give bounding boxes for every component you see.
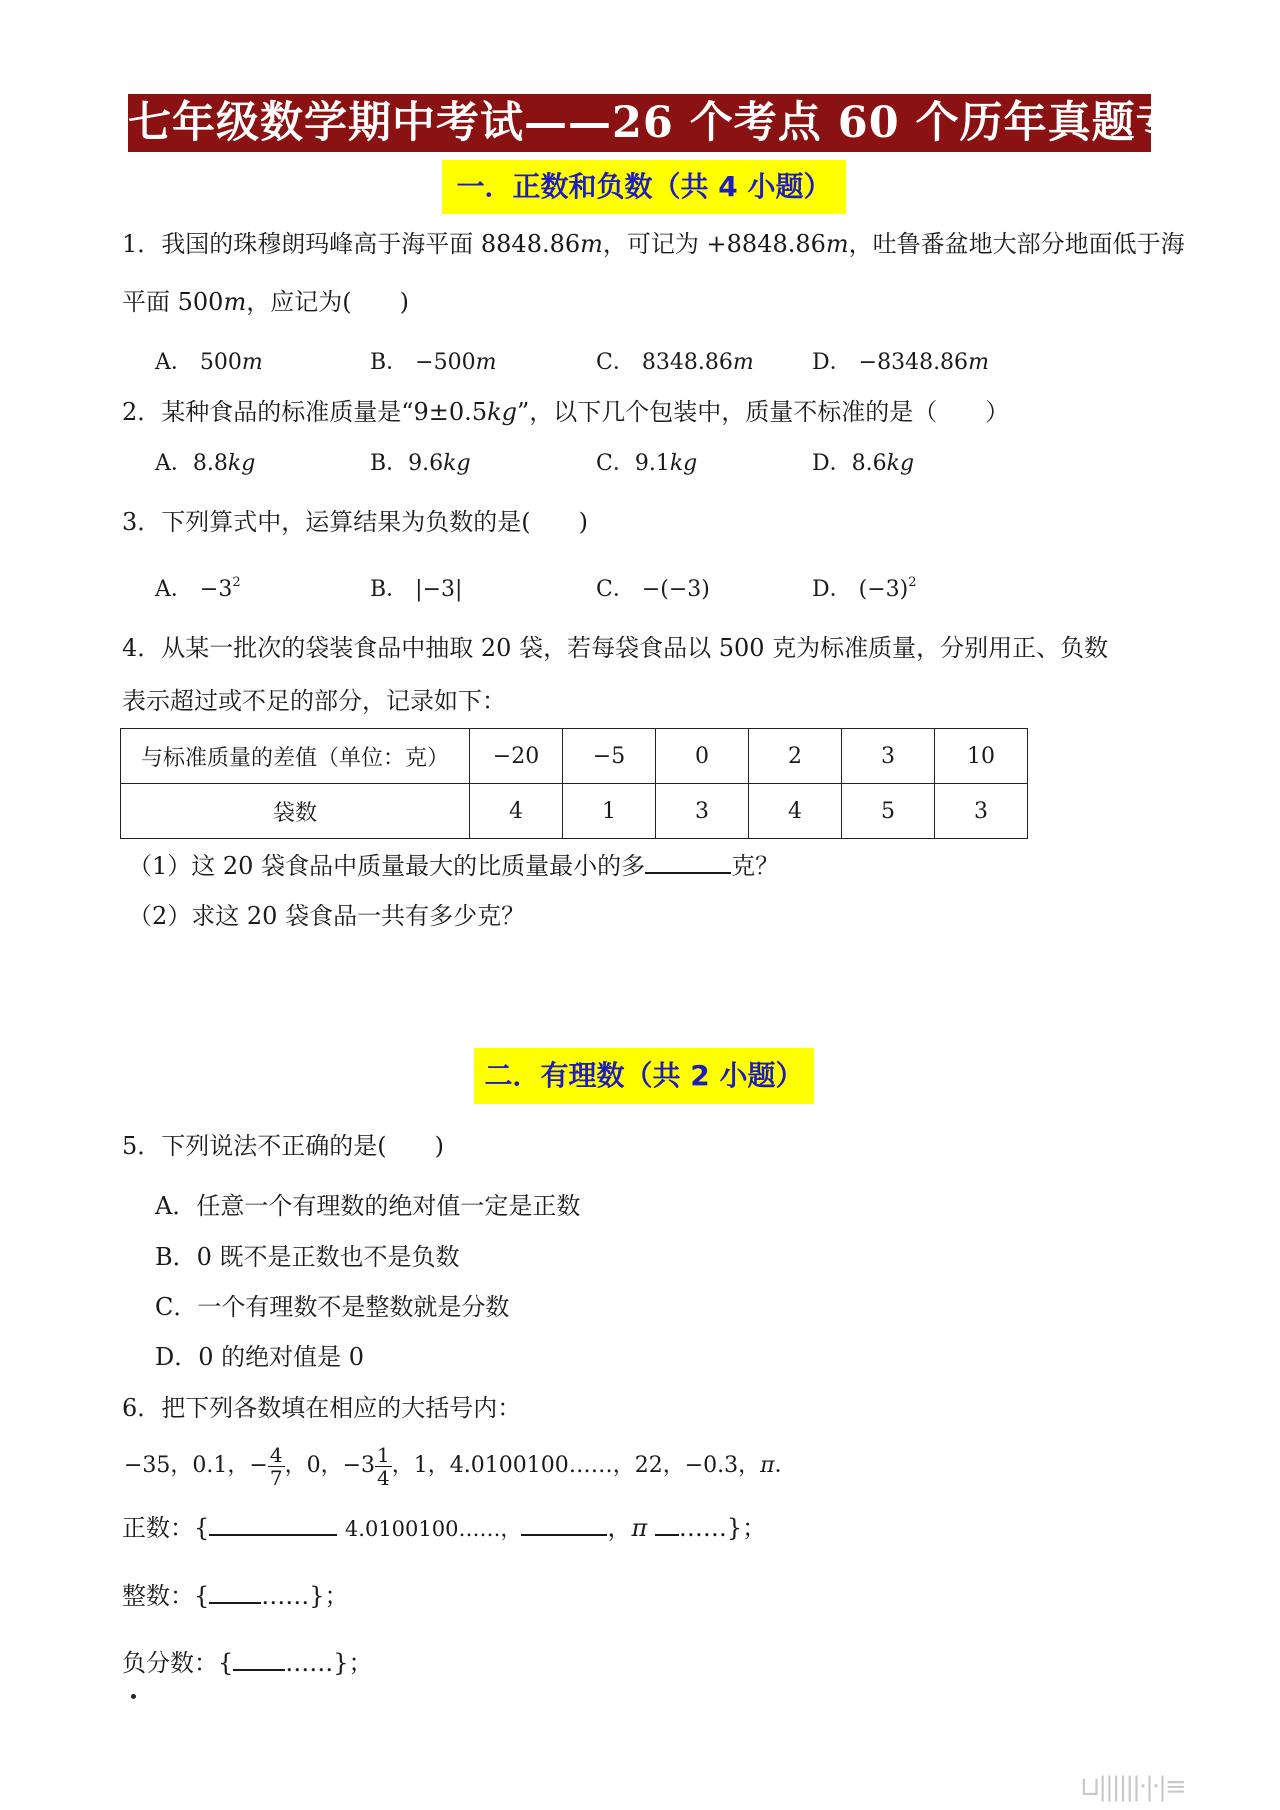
table-cell: 5	[842, 784, 935, 839]
q5-option-b[interactable]: B．0 既不是正数也不是负数	[155, 1243, 460, 1271]
answer-blank[interactable]	[209, 1512, 337, 1536]
q6-positive-set: 正数：{ 4.0100100……， ，π ……}；	[122, 1514, 767, 1542]
table-cell: 4	[470, 784, 563, 839]
answer-blank[interactable]	[645, 850, 731, 874]
table-cell: 10	[935, 729, 1028, 784]
table-row	[121, 784, 1028, 839]
q2-option-d[interactable]: D．8.6kg	[812, 451, 915, 476]
table-cell: 1	[563, 784, 656, 839]
answer-blank[interactable]	[655, 1512, 679, 1536]
section-heading-rational-numbers: 二．有理数（共 2 小题）	[474, 1048, 814, 1104]
table-row	[121, 729, 1028, 784]
table-cell: 3	[656, 784, 749, 839]
q5-option-a[interactable]: A．任意一个有理数的绝对值一定是正数	[155, 1192, 581, 1220]
table-cell: −20	[470, 729, 563, 784]
table-cell: 2	[749, 729, 842, 784]
q1-option-d[interactable]: D． −8348.86m	[812, 350, 989, 375]
table-cell: 3	[935, 784, 1028, 839]
q4-line2: 表示超过或不足的部分，记录如下：	[122, 687, 506, 715]
q3-stem: 3．下列算式中，运算结果为负数的是( )	[122, 508, 588, 536]
q2-option-b[interactable]: B．9.6kg	[370, 451, 471, 476]
table-cell: 0	[656, 729, 749, 784]
q1-option-b[interactable]: B． −500m	[370, 350, 497, 375]
stray-dot	[131, 1694, 136, 1699]
page-title: 七年级数学期中考试——26 个考点 60 个历年真题专练	[128, 94, 1151, 152]
answer-blank[interactable]	[233, 1647, 285, 1671]
q3-option-c[interactable]: C． −(−3)	[596, 577, 710, 602]
q2-option-a[interactable]: A．8.8kg	[155, 451, 256, 476]
q4-line1: 4．从某一批次的袋装食品中抽取 20 袋，若每袋食品以 500 克为标准质量，分别用正、负数	[122, 634, 1109, 662]
q6-integer-set: 整数：{ ……}；	[122, 1582, 349, 1610]
table-header-count: 袋数	[121, 784, 470, 839]
table-header-diff: 与标准质量的差值（单位：克）	[121, 729, 470, 784]
watermark-logo: ⊔||||||·|·|≡	[1080, 1772, 1185, 1802]
q4-data-table	[120, 728, 1028, 839]
fraction-four-sevenths: $\frac{4}{7}$	[269, 1442, 283, 1490]
q4-sub2: （2）求这 20 袋食品一共有多少克？	[128, 902, 526, 930]
section-heading-positive-negative: 一．正数和负数（共 4 小题）	[442, 160, 846, 214]
table-cell: 4	[749, 784, 842, 839]
q6-number-list: −35，0.1，− $\frac{4}{7}$ ，0，−3 $\frac{1}{4}$ ，1，4.0100100……，22，−0.3，π．	[124, 1442, 797, 1490]
q6-stem: 6．把下列各数填在相应的大括号内：	[122, 1394, 522, 1422]
q2-stem: 2．某种食品的标准质量是“9±0.5kg”，以下几个包装中，质量不标准的是（ ）	[122, 398, 1010, 426]
answer-blank[interactable]	[209, 1580, 261, 1604]
q5-stem: 5．下列说法不正确的是( )	[122, 1132, 444, 1160]
table-cell: −5	[563, 729, 656, 784]
q5-option-c[interactable]: C．一个有理数不是整数就是分数	[155, 1293, 510, 1321]
answer-blank[interactable]	[521, 1512, 607, 1536]
fraction-one-quarter: $\frac{1}{4}$	[377, 1442, 390, 1490]
q1-option-c[interactable]: C． 8348.86m	[596, 350, 754, 375]
q1-line2: 平面 500m，应记为( )	[122, 288, 409, 316]
q3-option-d[interactable]: D． $(-3)^2$	[812, 575, 917, 602]
table-cell: 3	[842, 729, 935, 784]
q6-negative-fraction-set: 负分数：{ ……}；	[122, 1649, 373, 1677]
q1-line1: 1．我国的珠穆朗玛峰高于海平面 8848.86m，可记为 +8848.86m，吐鲁番盆地大部分地面低于海	[122, 230, 1185, 258]
q5-option-d[interactable]: D．0 的绝对值是 0	[155, 1343, 365, 1371]
q3-option-b[interactable]: B． |−3|	[370, 577, 463, 602]
q1-option-a[interactable]: A． 500m	[155, 350, 263, 375]
q2-option-c[interactable]: C．9.1kg	[596, 451, 698, 476]
q4-sub1: （1）这 20 袋食品中质量最大的比质量最小的多 克？	[128, 852, 780, 880]
q3-option-a[interactable]: A． $-3^2$	[155, 575, 241, 602]
